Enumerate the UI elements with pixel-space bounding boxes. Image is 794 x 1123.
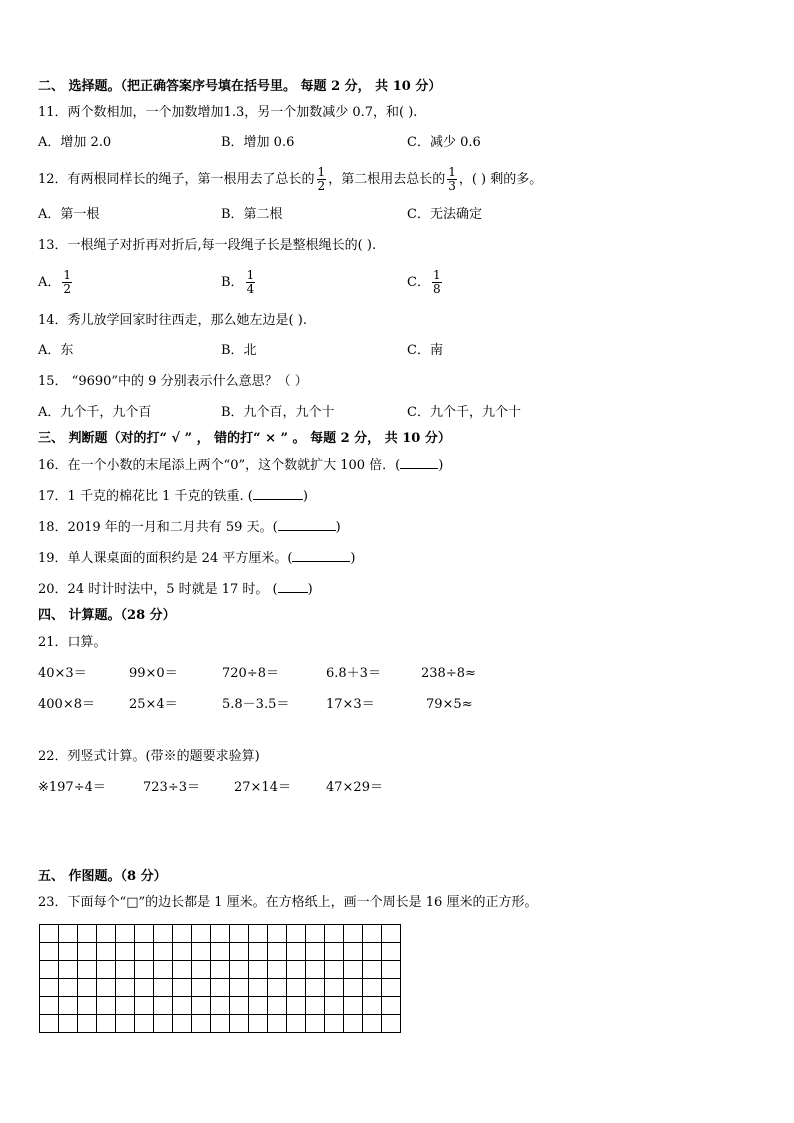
q12-stem-b: ，第二根用去总长的 <box>328 172 446 187</box>
grid-cell[interactable] <box>173 943 192 961</box>
grid-cell[interactable] <box>116 997 135 1015</box>
q13-option-c <box>407 265 444 301</box>
question-20 <box>38 581 313 599</box>
q12-option-a: A．第一根 <box>38 207 100 222</box>
q15-option-b: B．九个百，九个十 <box>221 405 335 420</box>
vertical-calc-item2: 723÷3＝ <box>143 780 200 795</box>
grid-cell[interactable] <box>116 943 135 961</box>
grid-cell[interactable] <box>363 1015 382 1033</box>
calc-row2-item2: 25×4＝ <box>129 697 178 712</box>
calc-row1-item2: 99×0＝ <box>129 666 178 681</box>
question-22: 22．列竖式计算。(带※的题要求验算) <box>38 749 260 764</box>
grid-cell[interactable] <box>40 925 59 943</box>
grid-cell[interactable] <box>287 979 306 997</box>
section-4-header: 四、 计算题。（28 分） <box>38 608 176 623</box>
q17-answer-blank[interactable] <box>253 499 303 500</box>
grid-cell[interactable] <box>40 1015 59 1033</box>
q12-stem-a: 12．有两根同样长的绳子，第一根用去了总长的 <box>38 172 315 187</box>
grid-cell[interactable] <box>382 979 401 997</box>
grid-cell[interactable] <box>192 925 211 943</box>
grid-cell[interactable] <box>154 979 173 997</box>
q16-text: 16．在一个小数的末尾添上两个“0”，这个数就扩大 100 倍．( <box>38 458 401 473</box>
grid-cell[interactable] <box>135 961 154 979</box>
grid-cell[interactable] <box>78 961 97 979</box>
vertical-calc-item3: 27×14＝ <box>234 780 291 795</box>
grid-cell[interactable] <box>230 925 249 943</box>
grid-cell[interactable] <box>59 943 78 961</box>
q12-frac1-den: 2 <box>317 179 326 193</box>
grid-cell[interactable] <box>382 1015 401 1033</box>
q12-stem-c: ，( ) 剩的多。 <box>458 172 543 187</box>
calc-row2-item5: 79×5≈ <box>426 697 473 712</box>
q14-option-c: C．南 <box>407 343 443 358</box>
q19-close: ) <box>350 551 356 566</box>
grid-cell[interactable] <box>59 979 78 997</box>
grid-cell[interactable] <box>287 1015 306 1033</box>
q20-text: 20．24 时计时法中，5 时就是 17 时。 ( <box>38 582 278 597</box>
q14-option-b: B．北 <box>221 343 257 358</box>
question-16 <box>38 457 443 475</box>
grid-cell[interactable] <box>40 979 59 997</box>
q18-answer-blank[interactable] <box>278 530 336 531</box>
grid-cell[interactable] <box>325 997 344 1015</box>
grid-cell[interactable] <box>363 961 382 979</box>
q12-fraction-1 <box>317 166 327 193</box>
grid-cell[interactable] <box>154 997 173 1015</box>
grid-cell[interactable] <box>344 961 363 979</box>
grid-cell[interactable] <box>287 961 306 979</box>
grid-cell[interactable] <box>192 1015 211 1033</box>
grid-cell[interactable] <box>249 961 268 979</box>
q12-option-c: C．无法确定 <box>407 207 482 222</box>
grid-cell[interactable] <box>287 925 306 943</box>
grid-cell[interactable] <box>363 943 382 961</box>
grid-cell[interactable] <box>249 997 268 1015</box>
q13-option-c-fraction <box>432 269 442 296</box>
grid-cell[interactable] <box>306 1015 325 1033</box>
grid-cell[interactable] <box>211 925 230 943</box>
q12-fraction-2 <box>447 166 457 193</box>
grid-cell[interactable] <box>344 997 363 1015</box>
grid-cell[interactable] <box>306 997 325 1015</box>
q18-text: 18．2019 年的一月和二月共有 59 天。( <box>38 520 278 535</box>
vertical-calc-item4: 47×29＝ <box>326 780 383 795</box>
grid-cell[interactable] <box>135 1015 154 1033</box>
grid-cell[interactable] <box>325 925 344 943</box>
grid-cell[interactable] <box>211 1015 230 1033</box>
q13-option-a-label: A． <box>38 275 61 290</box>
question-23: 23．下面每个“□”的边长都是 1 厘米。在方格纸上，画一个周长是 16 厘米的正方形。 <box>38 895 538 910</box>
grid-row <box>40 925 401 943</box>
grid-cell[interactable] <box>344 925 363 943</box>
grid-cell[interactable] <box>344 943 363 961</box>
grid-cell[interactable] <box>154 1015 173 1033</box>
grid-row <box>40 979 401 997</box>
q12-frac2-num: 1 <box>448 165 456 179</box>
grid-cell[interactable] <box>211 979 230 997</box>
grid-cell[interactable] <box>363 979 382 997</box>
question-11: 11．两个数相加，一个加数增加1.3，另一个加数减少 0.7，和( ). <box>38 105 418 120</box>
grid-cell[interactable] <box>268 925 287 943</box>
q19-text: 19．单人课桌面的面积约是 24 平方厘米。( <box>38 551 293 566</box>
q11-option-c: C．减少 0.6 <box>407 135 481 150</box>
grid-cell[interactable] <box>154 961 173 979</box>
q13-a-num: 1 <box>63 268 72 282</box>
grid-row <box>40 997 401 1015</box>
q13-b-den: 4 <box>246 282 255 296</box>
q11-option-b: B．增加 0.6 <box>221 135 295 150</box>
grid-cell[interactable] <box>173 961 192 979</box>
calc-row2-item4: 17×3＝ <box>326 697 375 712</box>
section-2-header: 二、 选择题。（把正确答案序号填在括号里。 每题 2 分， 共 10 分） <box>38 79 442 94</box>
q16-answer-blank[interactable] <box>400 468 438 469</box>
grid-cell[interactable] <box>363 925 382 943</box>
question-18 <box>38 519 341 537</box>
grid-cell[interactable] <box>230 997 249 1015</box>
grid-cell[interactable] <box>78 1015 97 1033</box>
q13-a-den: 2 <box>63 282 72 296</box>
grid-cell[interactable] <box>287 997 306 1015</box>
q20-close: ) <box>307 582 313 597</box>
q13-option-b-label: B． <box>221 275 244 290</box>
q12-frac1-num: 1 <box>317 165 326 179</box>
grid-cell[interactable] <box>192 997 211 1015</box>
q15-option-c: C．九个千，九个十 <box>407 405 521 420</box>
q20-answer-blank[interactable] <box>278 592 308 593</box>
q17-text: 17．1 千克的棉花比 1 千克的铁重. ( <box>38 489 253 504</box>
q12-option-b: B．第二根 <box>221 207 283 222</box>
grid-cell[interactable] <box>40 997 59 1015</box>
grid-cell[interactable] <box>306 943 325 961</box>
grid-cell[interactable] <box>135 997 154 1015</box>
grid-cell[interactable] <box>59 997 78 1015</box>
q19-answer-blank[interactable] <box>292 561 350 562</box>
vertical-calc-item1: ※197÷4＝ <box>38 780 106 795</box>
grid-row <box>40 961 401 979</box>
question-14: 14．秀儿放学回家时往西走，那么她左边是( ). <box>38 313 307 328</box>
grid-cell[interactable] <box>325 979 344 997</box>
q12-frac2-den: 3 <box>448 179 456 193</box>
grid-cell[interactable] <box>154 925 173 943</box>
grid-cell[interactable] <box>382 961 401 979</box>
grid-cell[interactable] <box>268 997 287 1015</box>
grid-cell[interactable] <box>192 961 211 979</box>
q16-close: ) <box>438 458 444 473</box>
grid-cell[interactable] <box>97 961 116 979</box>
grid-cell[interactable] <box>344 979 363 997</box>
q15-option-a: A．九个千，九个百 <box>38 405 152 420</box>
grid-cell[interactable] <box>97 997 116 1015</box>
grid-cell[interactable] <box>192 979 211 997</box>
grid-cell[interactable] <box>97 1015 116 1033</box>
grid-cell[interactable] <box>249 1015 268 1033</box>
grid-cell[interactable] <box>230 943 249 961</box>
question-12 <box>38 164 542 196</box>
q13-option-a-fraction <box>62 269 72 296</box>
grid-cell[interactable] <box>306 979 325 997</box>
grid-cell[interactable] <box>78 997 97 1015</box>
grid-cell[interactable] <box>249 943 268 961</box>
grid-cell[interactable] <box>40 961 59 979</box>
calc-row1-item1: 40×3＝ <box>38 666 87 681</box>
grid-cell[interactable] <box>135 925 154 943</box>
grid-cell[interactable] <box>306 925 325 943</box>
grid-cell[interactable] <box>59 961 78 979</box>
grid-cell[interactable] <box>116 925 135 943</box>
grid-cell[interactable] <box>306 961 325 979</box>
grid-cell[interactable] <box>325 961 344 979</box>
question-15: 15． “9690”中的 9 分别表示什么意思？（ ） <box>38 374 308 389</box>
square-grid-paper[interactable] <box>39 924 401 1033</box>
grid-cell[interactable] <box>249 925 268 943</box>
q13-c-den: 8 <box>432 282 441 296</box>
q14-option-a: A．东 <box>38 343 74 358</box>
q13-option-b <box>221 265 257 301</box>
q17-close: ) <box>302 489 308 504</box>
q13-option-b-fraction <box>246 269 256 296</box>
calc-row2-item1: 400×8＝ <box>38 697 95 712</box>
calc-row1-item5: 238÷8≈ <box>421 666 476 681</box>
calc-row1-item4: 6.8＋3＝ <box>326 666 381 681</box>
grid-cell[interactable] <box>78 979 97 997</box>
grid-cell[interactable] <box>211 943 230 961</box>
grid-cell[interactable] <box>211 961 230 979</box>
grid-cell[interactable] <box>78 943 97 961</box>
grid-cell[interactable] <box>287 943 306 961</box>
grid-cell[interactable] <box>325 943 344 961</box>
grid-cell[interactable] <box>116 961 135 979</box>
grid-cell[interactable] <box>382 997 401 1015</box>
q13-b-num: 1 <box>246 268 255 282</box>
grid-cell[interactable] <box>382 925 401 943</box>
question-13: 13．一根绳子对折再对折后,每一段绳子长是整根绳长的( ). <box>38 238 377 253</box>
calc-row2-item3: 5.8－3.5＝ <box>222 697 290 712</box>
grid-cell[interactable] <box>116 979 135 997</box>
q13-option-a <box>38 265 74 301</box>
grid-cell[interactable] <box>268 1015 287 1033</box>
grid-cell[interactable] <box>97 943 116 961</box>
q11-option-a: A．增加 2.0 <box>38 135 112 150</box>
grid-cell[interactable] <box>363 997 382 1015</box>
grid-cell[interactable] <box>135 943 154 961</box>
grid-cell[interactable] <box>268 979 287 997</box>
grid-cell[interactable] <box>97 925 116 943</box>
grid-cell[interactable] <box>268 943 287 961</box>
grid-cell[interactable] <box>344 1015 363 1033</box>
q18-close: ) <box>335 520 341 535</box>
grid-cell[interactable] <box>59 925 78 943</box>
question-21: 21．口算。 <box>38 635 107 650</box>
q13-option-c-label: C． <box>407 275 430 290</box>
grid-cell[interactable] <box>173 1015 192 1033</box>
section-5-header: 五、 作图题。（8 分） <box>38 869 167 884</box>
calc-row1-item3: 720÷8＝ <box>222 666 279 681</box>
grid-cell[interactable] <box>59 1015 78 1033</box>
grid-cell[interactable] <box>78 925 97 943</box>
grid-row <box>40 1015 401 1033</box>
grid-cell[interactable] <box>192 943 211 961</box>
grid-cell[interactable] <box>230 961 249 979</box>
question-19 <box>38 550 356 568</box>
grid-cell[interactable] <box>211 997 230 1015</box>
grid-cell[interactable] <box>249 979 268 997</box>
grid-cell[interactable] <box>135 979 154 997</box>
grid-cell[interactable] <box>325 1015 344 1033</box>
grid-cell[interactable] <box>173 979 192 997</box>
grid-cell[interactable] <box>40 943 59 961</box>
question-17 <box>38 488 308 506</box>
grid-cell[interactable] <box>116 1015 135 1033</box>
grid-cell[interactable] <box>230 1015 249 1033</box>
q13-c-num: 1 <box>432 268 441 282</box>
grid-cell[interactable] <box>382 943 401 961</box>
grid-cell[interactable] <box>97 979 116 997</box>
grid-cell[interactable] <box>173 925 192 943</box>
grid-cell[interactable] <box>268 961 287 979</box>
grid-cell[interactable] <box>173 997 192 1015</box>
section-3-header: 三、 判断题（对的打“ √ ” ， 错的打“ × ” 。 每题 2 分， 共 10 分） <box>38 431 451 446</box>
grid-cell[interactable] <box>154 943 173 961</box>
grid-row <box>40 943 401 961</box>
grid-cell[interactable] <box>230 979 249 997</box>
